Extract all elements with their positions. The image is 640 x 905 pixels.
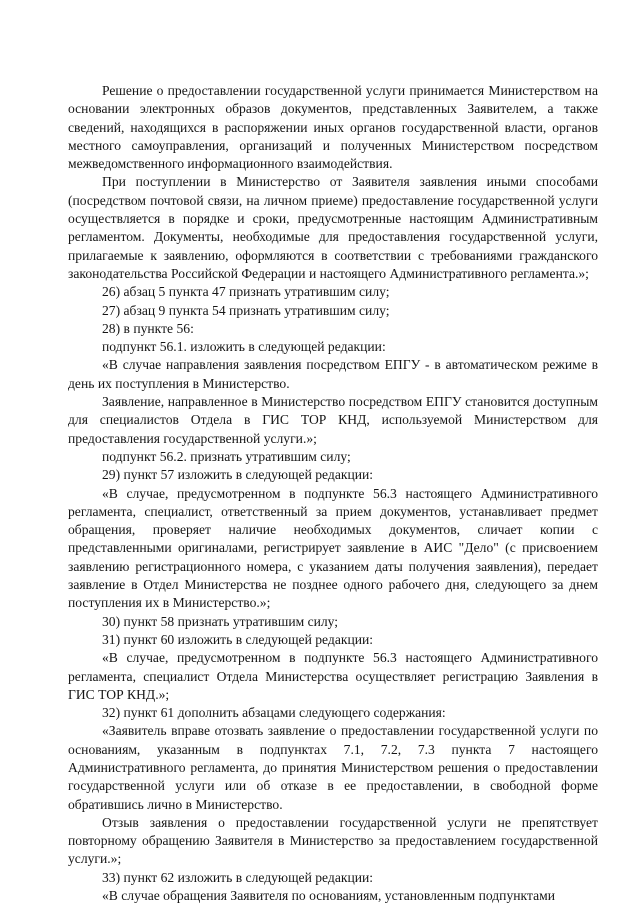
item-28: 28) в пункте 56:: [102, 320, 194, 336]
paragraph-withdraw: «Заявитель вправе отозвать заявление о предоставлении государственной услуги по основаниям, указанным в подпунктах 7.1, 7.2, 7.3 пункта 7 настоящего Административного регламента, до принятия Министерством решения о предоставлении государственной услуги или об отказе в ее предоставлении, в свободной форме обратившись лично в Министерство.: [68, 723, 598, 812]
paragraph-withdraw-no-obstacle: Отзыв заявления о предоставлении государственной услуги не препятствует повторному обращению Заявителя в Министерство за предоставлением государственной услуги.»;: [68, 814, 598, 867]
subitem-56-1: подпункт 56.1. изложить в следующей редакции:: [102, 339, 386, 355]
paragraph-epgu-auto: «В случае направления заявления посредством ЕПГУ - в автоматическом режиме в день их поступления в Министерство.: [68, 357, 598, 391]
item-27: 27) абзац 9 пункта 54 признать утратившим силу;: [102, 302, 390, 318]
item-33: 33) пункт 62 изложить в следующей редакции:: [102, 869, 374, 885]
subitem-56-2: подпункт 56.2. признать утратившим силу;: [102, 448, 351, 464]
item-32: 32) пункт 61 дополнить абзацами следующего содержания:: [102, 705, 446, 721]
item-29: 29) пункт 57 изложить в следующей редакции:: [102, 467, 374, 483]
item-30: 30) пункт 58 признать утратившим силу;: [102, 613, 339, 629]
paragraph-item-62-start: «В случае обращения Заявителя по основаниям, установленным подпунктами: [102, 888, 555, 904]
item-31: 31) пункт 60 изложить в следующей редакции:: [102, 631, 374, 647]
paragraph-decision: Решение о предоставлении государственной услуги принимается Министерством на основании электронных образов документов, представленных Заявителем, а также сведений, находящихся в распоряжении иных органов государственной власти, органов местного самоуправления, организаций и полученных Министерством посредством межведомственного информационного взаимодействия.: [68, 83, 598, 172]
document-page: [68, 82, 598, 905]
item-26: 26) абзац 5 пункта 47 признать утратившим силу;: [102, 284, 390, 300]
paragraph-other-methods: При поступлении в Министерство от Заявителя заявления иными способами (посредством почтовой связи, на личном приеме) предоставление государственной услуги осуществляется в порядке и сроки, предусмотренные настоящим Административным регламентом. Документы, необходимые для предоставления государственной услуги, прилагаемые к заявлению, оформляются в соответствии с требованиями гражданского законодательства Российской Федерации и настоящего Административного регламента.»;: [68, 174, 598, 281]
paragraph-epgu-available: Заявление, направленное в Министерство посредством ЕПГУ становится доступным для специалистов Отдела в ГИС ТОР КНД, используемой Министерством для предоставления государственной услуги.»;: [68, 394, 598, 446]
paragraph-item-57-text: «В случае, предусмотренном в подпункте 56.3 настоящего Административного регламента, специалист, ответственный за прием документов, устанавливает предмет обращения, проверяет наличие необходимых документов, сличает копии с представленными оригиналами, регистрирует заявление в АИС "Дело" (с присвоением заявлению регистрационного номера, с указанием даты получения заявления), передает заявление в Отдел Министерства не позднее одного рабочего дня, следующего за днем поступления их в Министерство.»;: [68, 485, 598, 611]
paragraph-item-60-text: «В случае, предусмотренном в подпункте 56.3 настоящего Административного регламента, специалист Отдела Министерства осуществляет регистрацию Заявления в ГИС ТОР КНД.»;: [68, 650, 598, 702]
